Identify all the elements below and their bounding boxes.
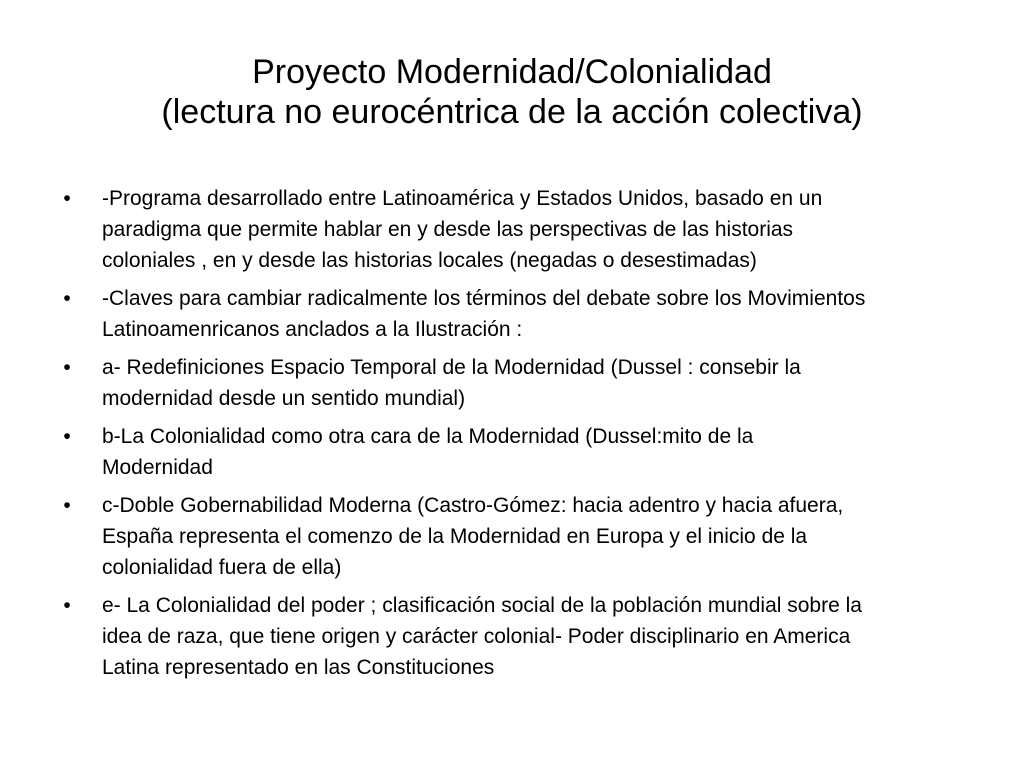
bullet-dot-icon: • <box>63 594 71 617</box>
bullet-item-programa <box>60 183 980 276</box>
bullet-dot-icon: • <box>63 494 71 517</box>
slide-title-line-2: (lectura no eurocéntrica de la acción colectiva) <box>161 93 863 131</box>
bullet-text-line: e- La Colonialidad del poder ; clasificación social de la población mundial sobre la <box>102 594 862 617</box>
bullet-text-line: idea de raza, que tiene origen y carácter colonial- Poder disciplinario en America <box>102 625 851 648</box>
bullet-dot-icon: • <box>63 425 71 448</box>
bullet-item-poder <box>60 590 980 683</box>
bullet-item-claves <box>60 283 980 345</box>
bullet-dot-icon: • <box>63 356 71 379</box>
bullet-text-line: Latina representado en las Constituciones <box>102 656 495 679</box>
bullet-item-colonialidad <box>60 421 980 483</box>
bullet-text-line: -Claves para cambiar radicalmente los términos del debate sobre los Movimientos <box>102 287 866 310</box>
bullet-text-line: coloniales , en y desde las historias locales (negadas o desestimadas) <box>102 249 757 272</box>
bullet-text-line: -Programa desarrollado entre Latinoamérica y Estados Unidos, basado en un <box>102 187 823 210</box>
bullet-text-line: paradigma que permite hablar en y desde las perspectivas de las historias <box>102 218 794 241</box>
bullet-dot-icon: • <box>63 187 71 210</box>
bullet-text-line: Modernidad <box>102 456 213 479</box>
bullet-text-line: Latinoamenricanos anclados a la Ilustración : <box>102 318 523 341</box>
bullet-item-gobernabilidad <box>60 490 980 583</box>
bullet-text-line: a- Redefiniciones Espacio Temporal de la Modernidad (Dussel : consebir la <box>102 356 801 379</box>
bullet-item-redefiniciones <box>60 352 980 414</box>
slide-title <box>60 52 964 132</box>
bullet-text-line: España representa el comenzo de la Modernidad en Europa y el inicio de la <box>102 525 808 548</box>
bullet-dot-icon: • <box>63 287 71 310</box>
bullet-text-line: colonialidad fuera de ella) <box>102 556 342 579</box>
bullet-text-line: c-Doble Gobernabilidad Moderna (Castro-Gómez: hacia adentro y hacia afuera, <box>102 494 844 517</box>
slide-title-line-1: Proyecto Modernidad/Colonialidad <box>252 53 772 91</box>
bullet-list <box>60 183 980 690</box>
bullet-text-line: b-La Colonialidad como otra cara de la Modernidad (Dussel:mito de la <box>102 425 754 448</box>
bullet-text-line: modernidad desde un sentido mundial) <box>102 387 466 410</box>
